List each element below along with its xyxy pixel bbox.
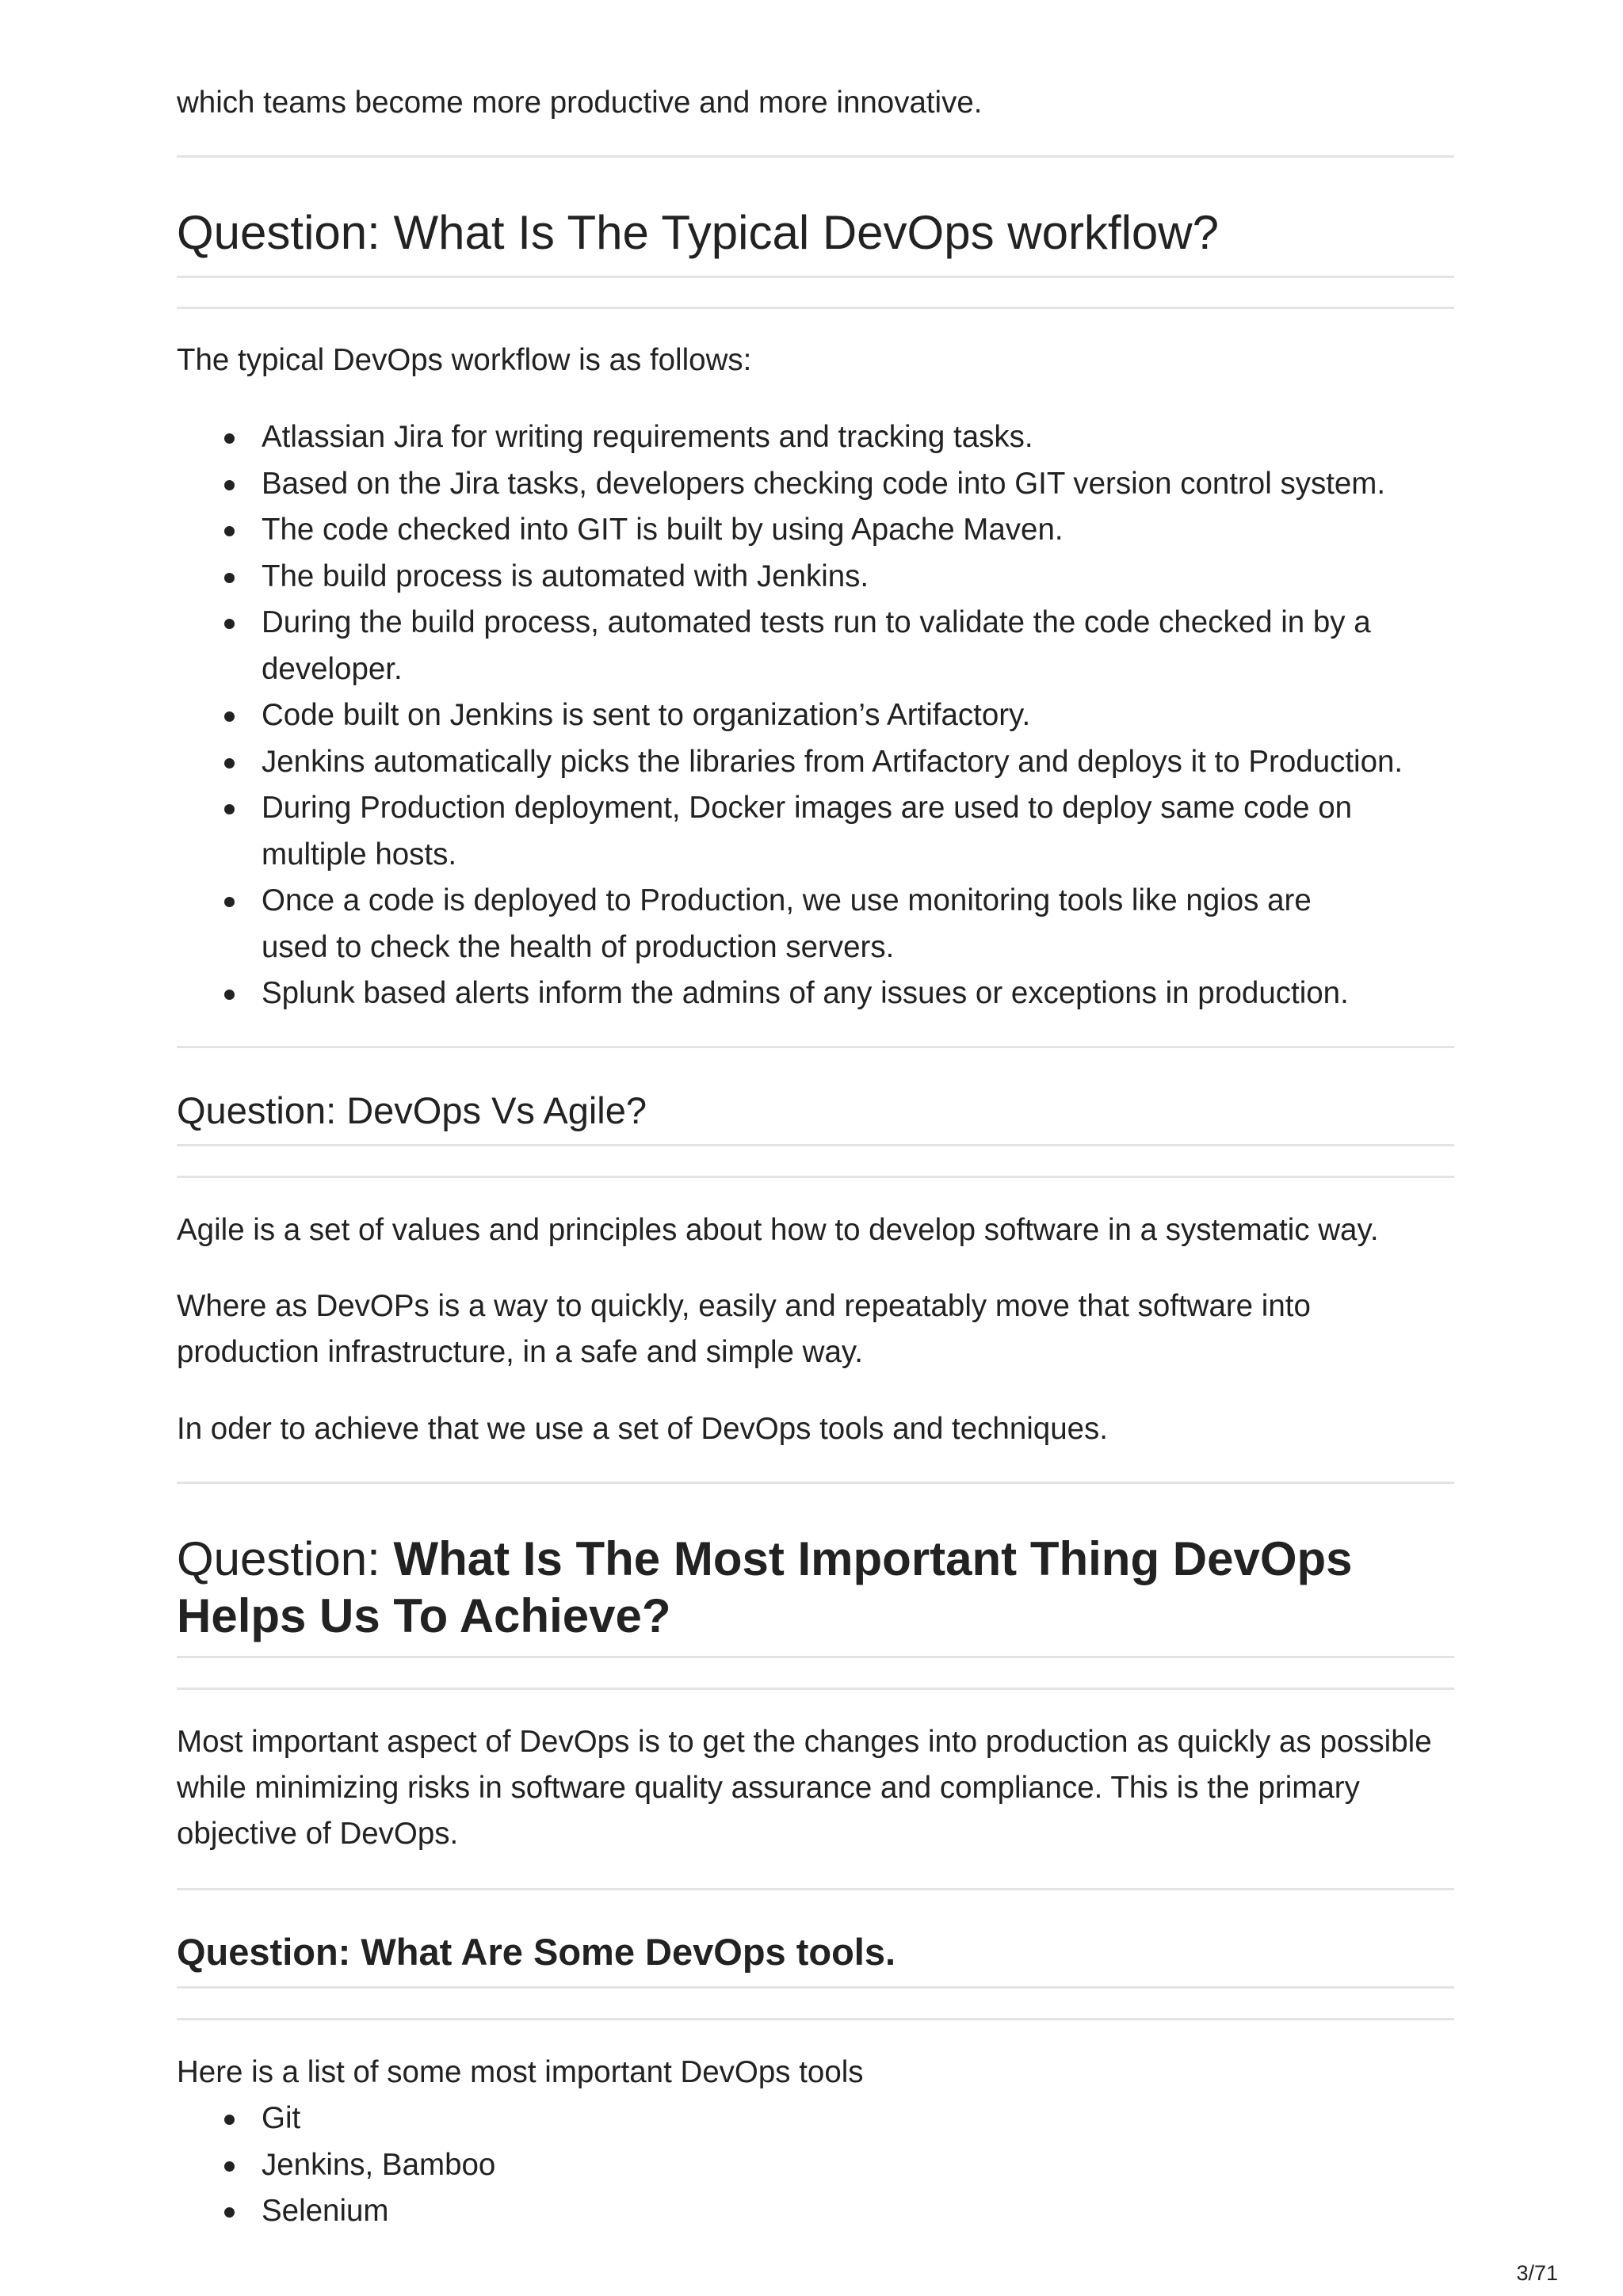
section-heading-most-important: Question: What Is The Most Important Thing DevOps Helps Us To Achieve? <box>177 1532 1353 1642</box>
most-important-paragraph: Most important aspect of DevOps is to get the changes into production as quickly as possible while minimizing risks in software quality assurance and compliance. This is the primary objective of DevOps. <box>177 1725 1432 1851</box>
divider <box>177 1688 1454 1690</box>
list-item: The build process is automated with Jenkins. <box>262 554 1454 601</box>
heading-underline <box>177 1656 1454 1658</box>
bullet-icon <box>224 897 235 907</box>
divider <box>177 1046 1454 1048</box>
divider <box>177 1888 1454 1890</box>
intro-paragraph-tail: which teams become more productive and more innovative. <box>177 86 983 120</box>
bullet-icon <box>224 990 235 1000</box>
tools-list <box>177 2096 1454 2235</box>
heading-underline <box>177 1144 1454 1146</box>
divider <box>177 155 1454 158</box>
list-item: Jenkins, Bamboo <box>262 2142 1454 2189</box>
heading-underline <box>177 276 1454 278</box>
list-item: Once a code is deployed to Production, we use monitoring tools like ngios are used to check the health of production servers. <box>262 878 1371 971</box>
divider <box>177 2018 1454 2020</box>
list-item: During Production deployment, Docker images are used to deploy same code on multiple hosts. <box>262 785 1403 878</box>
divider <box>177 1176 1454 1178</box>
list-item: Based on the Jira tasks, developers checking code into GIT version control system. <box>262 461 1454 508</box>
divider <box>177 307 1454 309</box>
list-item: During the build process, automated tests run to validate the code checked in by a developer. <box>262 600 1403 692</box>
list-item: The code checked into GIT is built by using Apache Maven. <box>262 507 1454 554</box>
bullet-icon <box>224 619 235 629</box>
bullet-icon <box>224 2161 235 2172</box>
workflow-list <box>177 414 1454 1017</box>
list-item: Atlassian Jira for writing requirements and tracking tasks. <box>262 414 1454 461</box>
list-item: Git <box>262 2096 1454 2142</box>
heading-underline <box>177 1986 1454 1989</box>
bullet-icon <box>224 758 235 769</box>
tools-techniques-paragraph: In oder to achieve that we use a set of DevOps tools and techniques. <box>177 1412 1108 1446</box>
bullet-icon <box>224 433 235 444</box>
bullet-icon <box>224 480 235 490</box>
bullet-icon <box>224 2115 235 2125</box>
list-item: Splunk based alerts inform the admins of any issues or exceptions in production. <box>262 971 1454 1017</box>
page-number: 3/71 <box>1516 2261 1558 2285</box>
bullet-icon <box>224 711 235 722</box>
bullet-icon <box>224 526 235 536</box>
bullet-icon <box>224 573 235 583</box>
bullet-icon <box>224 804 235 814</box>
workflow-lead-paragraph: The typical DevOps workflow is as follows: <box>177 343 752 377</box>
section-heading-devops-tools: Question: What Are Some DevOps tools. <box>177 1931 896 1973</box>
tools-lead-paragraph: Here is a list of some most important DevOps tools <box>177 2055 864 2089</box>
list-item: Jenkins automatically picks the libraries from Artifactory and deploys it to Production. <box>262 739 1454 786</box>
list-item: Code built on Jenkins is sent to organization’s Artifactory. <box>262 692 1454 739</box>
divider <box>177 1482 1454 1484</box>
agile-paragraph: Agile is a set of values and principles about how to develop software in a systematic way. <box>177 1213 1379 1247</box>
bullet-icon <box>224 2207 235 2218</box>
list-item: Selenium <box>262 2188 1454 2235</box>
section-heading-devops-vs-agile: Question: DevOps Vs Agile? <box>177 1089 647 1131</box>
section-heading-workflow: Question: What Is The Typical DevOps workflow? <box>177 206 1219 259</box>
devops-paragraph: Where as DevOPs is a way to quickly, easily and repeatably move that software into production infrastructure, in a safe and simple way. <box>177 1289 1311 1369</box>
